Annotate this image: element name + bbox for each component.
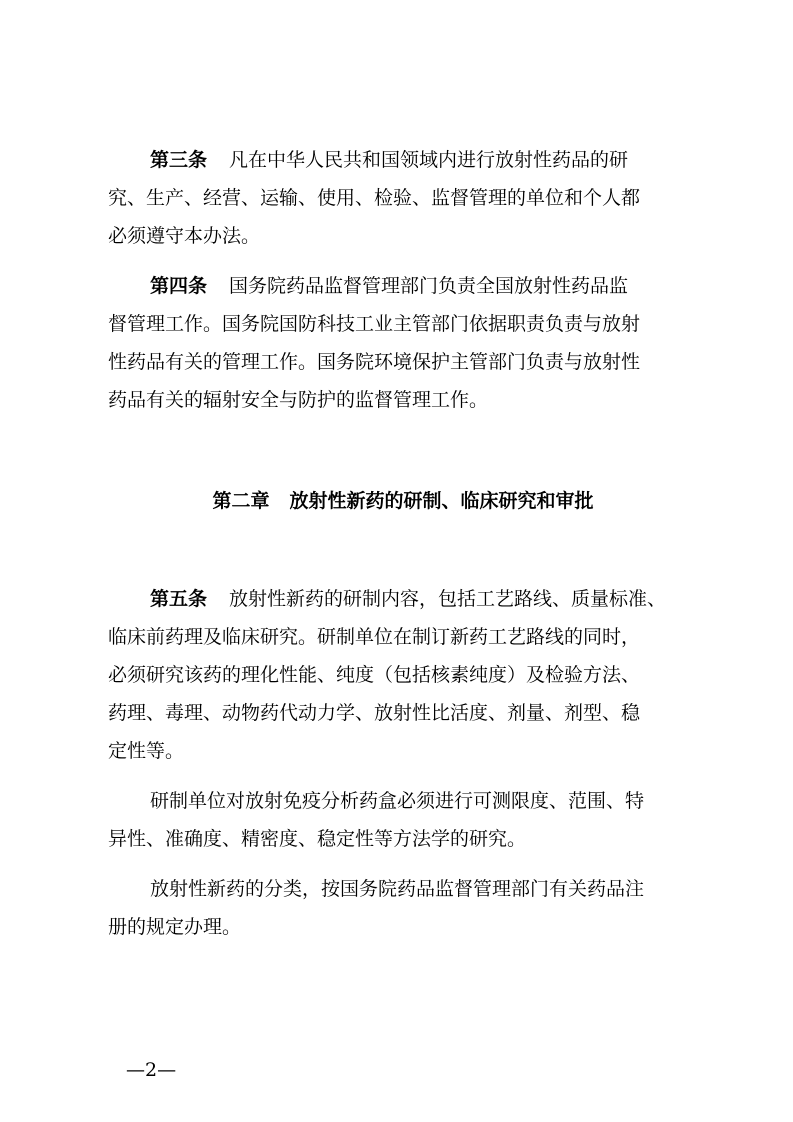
article-5-para-3-line-1: 放射性新药的分类，按国务院药品监督管理部门有关药品注 bbox=[150, 878, 645, 900]
page-number: —2— bbox=[126, 1059, 177, 1081]
article-3-text-1: 凡在中华人民共和国领域内进行放射性药品的研 bbox=[229, 149, 629, 171]
chapter-number: 第二章 bbox=[212, 490, 270, 512]
article-4-line-2: 督管理工作。国务院国防科技工业主管部门依据职责负责与放射 bbox=[108, 313, 641, 335]
article-4-line-3: 性药品有关的管理工作。国务院环境保护主管部门负责与放射性 bbox=[108, 351, 641, 373]
chapter-heading bbox=[108, 482, 698, 520]
article-5-line-2: 临床前药理及临床研究。研制单位在制订新药工艺路线的同时， bbox=[108, 626, 641, 648]
chapter-title: 放射性新药的研制、临床研究和审批 bbox=[289, 490, 594, 512]
article-5-text-1: 放射性新药的研制内容，包括工艺路线、质量标准、 bbox=[229, 588, 667, 610]
article-5-para-2-line-2: 异性、准确度、精密度、稳定性等方法学的研究。 bbox=[108, 828, 527, 850]
article-4-line-4: 药品有关的辐射安全与防护的监督管理工作。 bbox=[108, 389, 489, 411]
article-5-para-3-line-2: 册的规定办理。 bbox=[108, 916, 242, 938]
article-5-line-3: 必须研究该药的理化性能、纯度（包括核素纯度）及检验方法、 bbox=[108, 664, 641, 686]
article-3-line-2: 究、生产、经营、运输、使用、检验、监督管理的单位和个人都 bbox=[108, 187, 641, 209]
article-3-label: 第三条 bbox=[150, 149, 208, 171]
article-3-line-3: 必须遵守本办法。 bbox=[108, 225, 261, 247]
article-4-line-1 bbox=[108, 267, 740, 305]
article-5-line-5: 定性等。 bbox=[108, 740, 185, 762]
article-4-label: 第四条 bbox=[150, 275, 208, 297]
article-5-line-1 bbox=[108, 580, 740, 618]
article-5-para-2-line-1: 研制单位对放射免疫分析药盒必须进行可测限度、范围、特 bbox=[150, 790, 645, 812]
article-4-text-1: 国务院药品监督管理部门负责全国放射性药品监 bbox=[229, 275, 629, 297]
article-5-label: 第五条 bbox=[150, 588, 208, 610]
article-5-line-4: 药理、毒理、动物药代动力学、放射性比活度、剂量、剂型、稳 bbox=[108, 702, 641, 724]
article-3-line-1 bbox=[108, 141, 740, 179]
